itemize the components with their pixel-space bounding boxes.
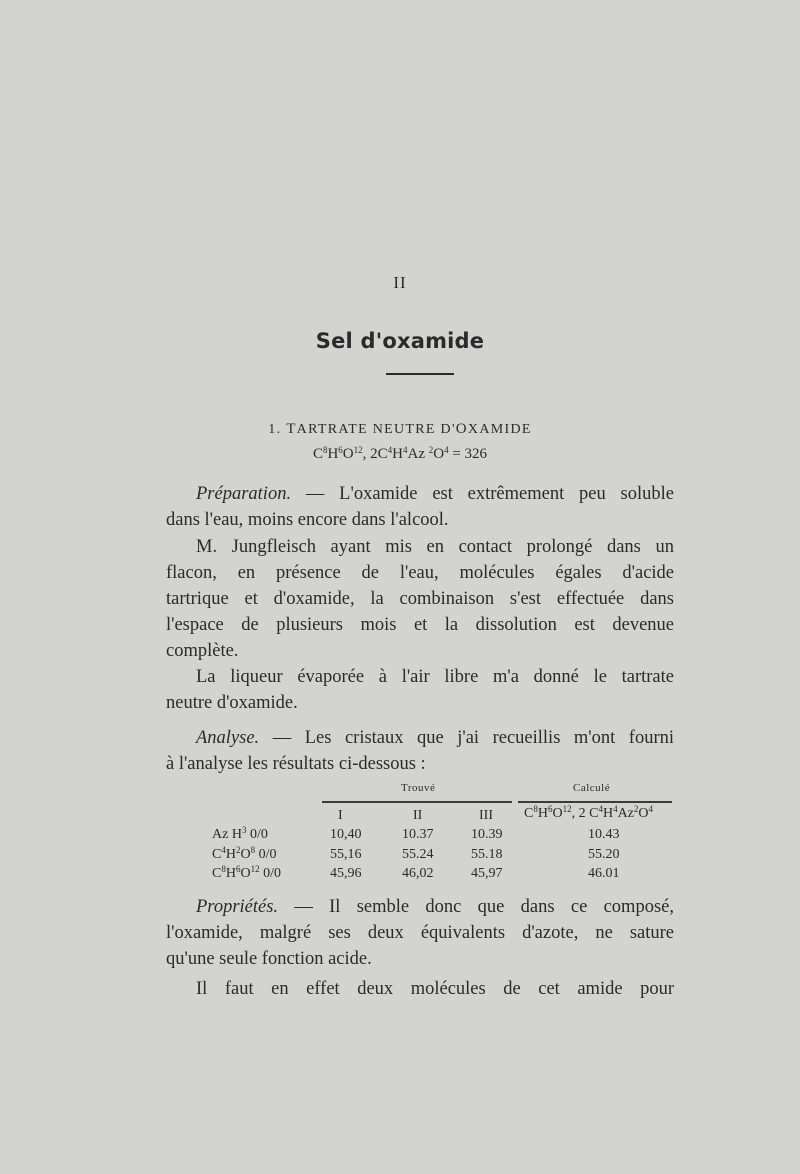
subsection-cap-t: T bbox=[286, 421, 297, 437]
proprietes-label: Propriétés. bbox=[196, 897, 279, 917]
row-label-azh3: Az $H^3$ 0/0 bbox=[212, 825, 268, 842]
section-title: Sel d'oxamide bbox=[315, 329, 485, 353]
table-cell: 10.37 bbox=[402, 827, 434, 842]
subsection-heading bbox=[0, 421, 800, 438]
table-cell-calc: 46.01 bbox=[588, 866, 620, 881]
subsection-text-a: ARTRATE NEUTRE D' bbox=[296, 422, 456, 437]
calc-bracket bbox=[518, 801, 672, 803]
header-trouve: Trouvé bbox=[401, 782, 436, 794]
chemical-formula: $C^8H^6O^{12}$, $2C^4H^4Az$ $^2O^4 = 326$ bbox=[312, 445, 488, 462]
final-paragraph: Il faut en effet deux molécules de cet amide pour bbox=[196, 979, 674, 999]
table-cell: 10.39 bbox=[471, 827, 503, 842]
preparation-paragraph: Préparation. — L'oxamide est extrêmement peu soluble dans l'eau, moins encore dans l'alcool. bbox=[166, 484, 674, 530]
subsection-number: 1. bbox=[268, 422, 282, 437]
paragraph-liqueur: La liqueur évaporée à l'air libre m'a donné le tartrate neutre d'oxamide. bbox=[166, 667, 674, 713]
table-cell-calc: 55.20 bbox=[588, 847, 620, 862]
analyse-paragraph: Analyse. — Les cristaux que j'ai recueillis m'ont fourni à l'analyse les résultats ci-dessous : bbox=[166, 728, 674, 774]
table-cell: 45,97 bbox=[471, 866, 503, 881]
found-bracket bbox=[322, 801, 512, 803]
row-label-c8h6o12: $C^8H^6O^{12}$ 0/0 bbox=[212, 864, 281, 881]
table-cell: 46,02 bbox=[402, 866, 434, 881]
section-number: II bbox=[393, 273, 407, 292]
column-header-calc: $C^8H^6O^{12}$, 2 $C^4H^4Az^2O^4$ bbox=[524, 804, 654, 821]
column-header-3: III bbox=[479, 808, 493, 823]
header-calcule: Calculé bbox=[573, 782, 611, 794]
preparation-label: Préparation. bbox=[196, 484, 292, 504]
analyse-label: Analyse. bbox=[196, 728, 260, 748]
subsection-cap-o: O bbox=[455, 421, 468, 437]
column-header-1: I bbox=[338, 808, 343, 823]
title-divider bbox=[386, 373, 454, 375]
paragraph-jungfleisch: M. Jungfleisch ayant mis en contact prolongé dans un flacon, en présence de l'eau, molécules égales d'acide tartrique et d'oxamide, la combinaison s'est effectuée dans l'espace de plusieurs mois et la dissolution est devenue complète. bbox=[166, 537, 674, 661]
table-cell: 55,16 bbox=[330, 847, 362, 862]
table-cell: 45,96 bbox=[330, 866, 362, 881]
column-header-2: II bbox=[413, 808, 423, 823]
subsection-text-b: XAMIDE bbox=[467, 422, 532, 437]
table-cell: 55.24 bbox=[402, 847, 434, 862]
row-label-c4h2o8: $C^4H^2O^8$ 0/0 bbox=[212, 845, 277, 862]
table-cell: 55.18 bbox=[471, 847, 503, 862]
proprietes-paragraph: Propriétés. — Il semble donc que dans ce composé, l'oxamide, malgré ses deux équivalents d'azote, ne sature qu'une seule fonction acide. bbox=[166, 897, 674, 969]
table-cell: 10,40 bbox=[330, 827, 362, 842]
table-cell-calc: 10.43 bbox=[588, 827, 620, 842]
